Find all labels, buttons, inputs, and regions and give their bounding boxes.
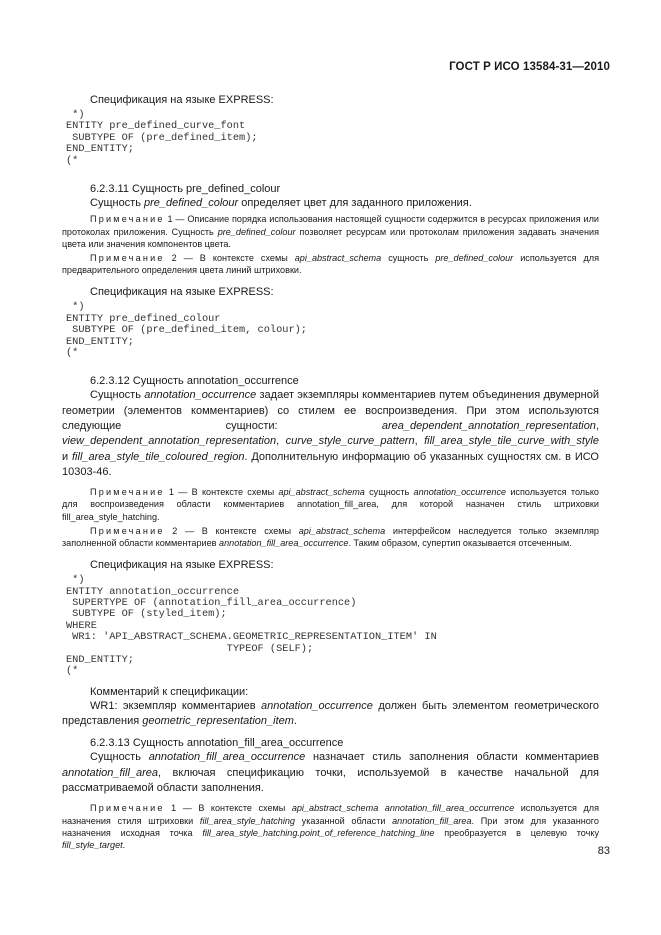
note-1: Примечание 1 — В контексте схемы api_abstract_schema annotation_fill_area_occurrence используется для назначения стиля штриховки fill_area_style_hatching указанной области annotation_fill_area. При этом для указанного назначения исходная точка fill_area_style_hatching.point_of_reference_hatching_line преобразуется в целевую точку fill_style_target. — [62, 803, 600, 850]
comment-title: Комментарий к спецификации: — [90, 685, 249, 698]
note-2: Примечание 2 — В контексте схемы api_abstract_schema интерфейсом наследуется только экземпляр заполненной области комментариев annotation_fill_area_occurrence. Таким образом, супертип оказывается отсеченным. — [62, 525, 599, 548]
page-body — [62, 88, 599, 851]
express-code-pre-defined-colour: *) ENTITY pre_defined_colour SUBTYPE OF (pre_defined_item, colour); END_ENTITY; (* — [66, 301, 307, 359]
note-1: Примечание 1 — Описание порядка использования настоящей сущности содержится в ресурсах приложения или протоколах приложения. Сущность pre_defined_colour позволяет ресурсам или протоколам приложения задавать значения цвета или значения компонентов цвета. — [62, 214, 600, 249]
section-heading-6-2-3-13: 6.2.3.13 Сущность annotation_fill_area_occurrence — [90, 737, 344, 750]
spec-title: Спецификация на языке EXPRESS: — [90, 94, 274, 106]
paragraph: Сущность pre_defined_colour определяет цвет для заданного приложения. — [90, 197, 472, 210]
spec-title: Спецификация на языке EXPRESS: — [90, 286, 274, 299]
express-code-pre-defined-curve-font: *) ENTITY pre_defined_curve_font SUBTYPE OF (pre_defined_item); END_ENTITY; (* — [66, 109, 258, 167]
note-label: Примечание — [90, 252, 165, 263]
note-label: Примечание — [90, 487, 165, 498]
document-header: ГОСТ Р ИСО 13584-31—2010 — [449, 61, 610, 73]
section-heading-6-2-3-12: 6.2.3.12 Сущность annotation_occurrence — [90, 375, 299, 388]
express-code-annotation-occurrence: *) ENTITY annotation_occurrence SUPERTYPE OF (annotation_fill_area_occurrence) SUBTYPE OF (styled_item); WHERE WR1: 'API_ABSTRACT_SCHEMA.GEOMETRIC_REPRESENTATION_ITEM' IN TYPEOF (SELF); END_ENTITY; (* — [66, 574, 437, 678]
paragraph: Сущность annotation_occurrence задает экземпляры комментариев путем объединения двумерной геометрии (элементов комментариев) со стилем ее воспроизведения. При этом используются следующие сущности: area_dependent_annotation_representation, view_dependent_annotation_representation, curve_style_curve_pattern, fill_area_style_tile_curve_with_style и fill_area_style_tile_coloured_region. Дополнительную информацию об указанных сущностях см. в ИСО 10303-46. — [62, 389, 600, 478]
note-label: Примечание — [90, 525, 165, 536]
spec-title: Спецификация на языке EXPRESS: — [90, 559, 274, 572]
paragraph: Сущность annotation_fill_area_occurrence назначает стиль заполнения области комментариев annotation_fill_area, включая спецификацию точки, используемой в качестве начальной для рассматриваемой области заполнения. — [62, 751, 599, 795]
where-rule-comment: WR1: экземпляр комментариев annotation_occurrence должен быть элементом геометрического представления geometric_representation_item. — [62, 699, 599, 728]
section-heading-6-2-3-11: 6.2.3.11 Сущность pre_defined_colour — [90, 183, 281, 196]
page-number: 83 — [597, 845, 610, 857]
note-label: Примечание — [90, 803, 165, 814]
note-label: Примечание — [90, 214, 165, 225]
note-2: Примечание 2 — В контексте схемы api_abstract_schema сущность pre_defined_colour используется для предварительного определения цвета линий штриховки. — [62, 252, 599, 276]
note-1: Примечание 1 — В контексте схемы api_abstract_schema сущность annotation_occurrence используется только для воспроизведения области комментариев annotation_fill_area, для которой назначен стиль штриховки fill_area_style_hatching. — [62, 487, 599, 522]
